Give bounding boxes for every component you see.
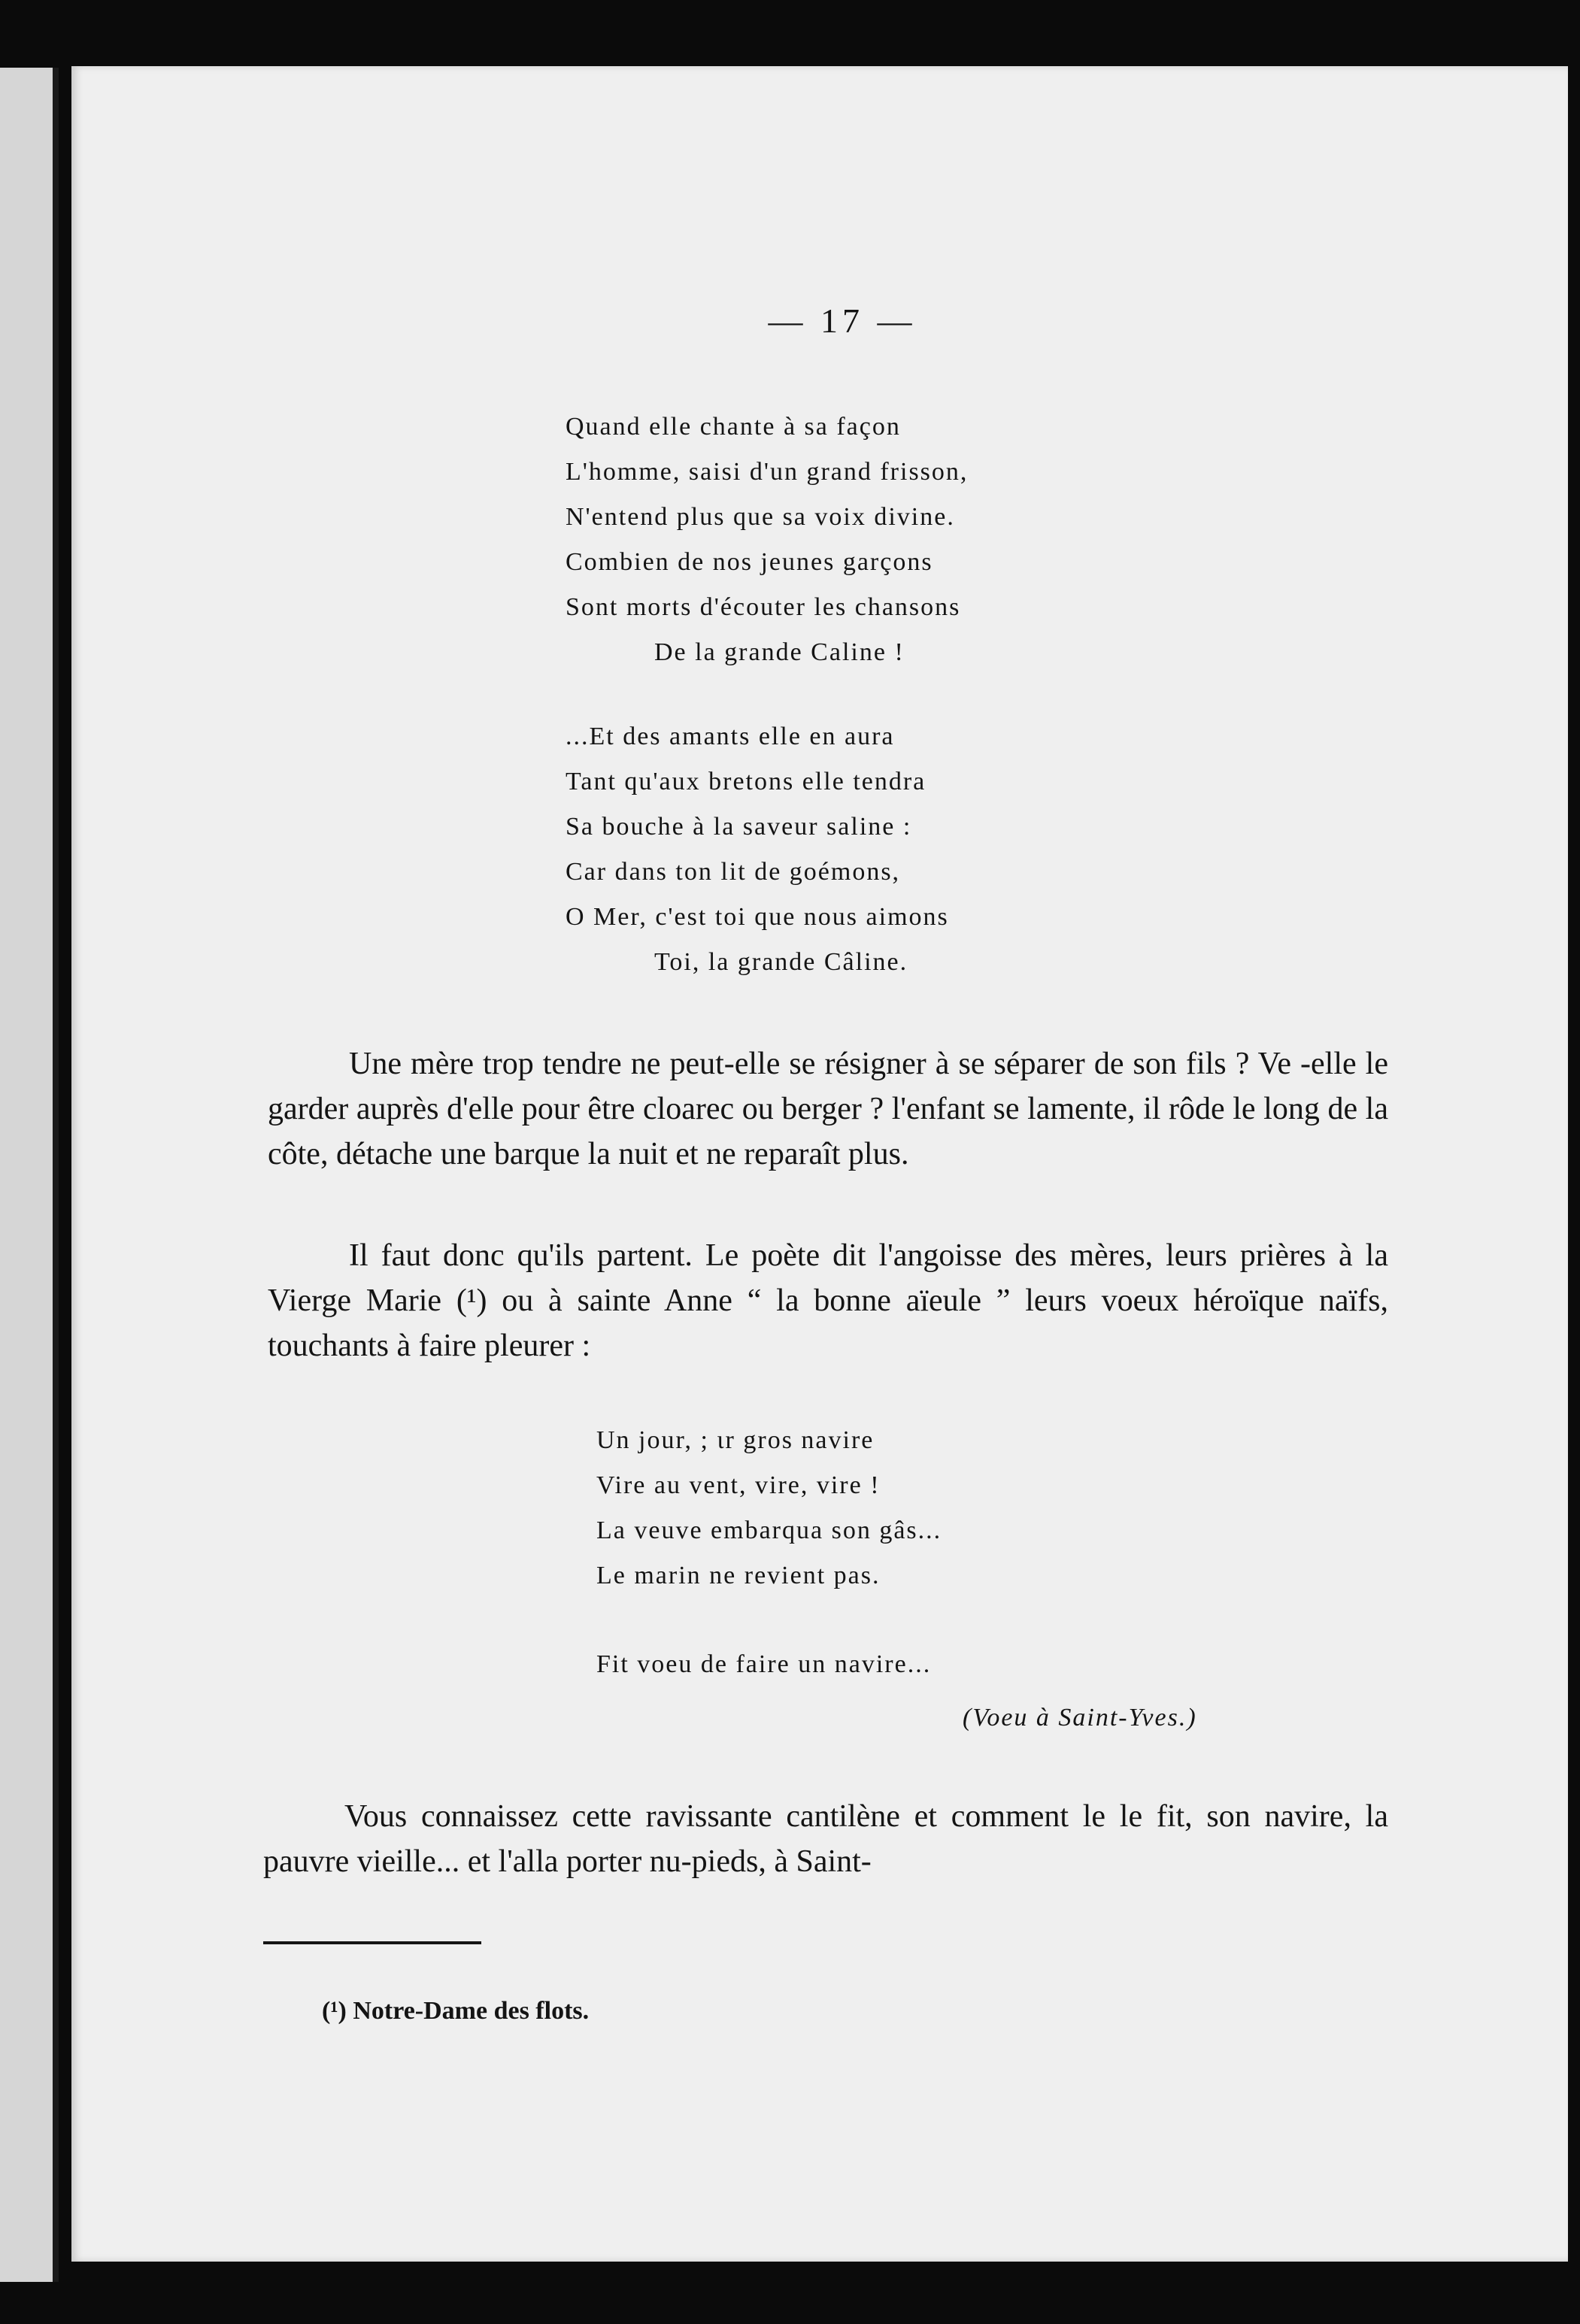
- verse-line: Tant qu'aux bretons elle tendra: [566, 768, 926, 795]
- verse-refrain: Toi, la grande Câline.: [654, 948, 908, 976]
- paragraph: Une mère trop tendre ne peut-elle se résigner à se séparer de son fils ? Ve -elle le garder auprès d'elle pour être cloarec ou berger ? l'enfant se lamente, il rôde le long de la côte, détache une barque la nuit et ne reparaît plus.: [268, 1047, 1388, 1171]
- verse-line: Vire au vent, vire, vire !: [596, 1471, 881, 1499]
- verse-line: Car dans ton lit de goémons,: [566, 858, 901, 886]
- facing-page-edge: [0, 68, 59, 2282]
- footnote-marker: (¹): [322, 1997, 347, 2025]
- verse-refrain: De la grande Caline !: [654, 638, 905, 666]
- poem-stanza-1: [566, 405, 968, 675]
- verse-line: O Mer, c'est toi que nous aimons: [566, 903, 949, 931]
- poem-source-citation: (Voeu à Saint-Yves.): [963, 1704, 1197, 1732]
- book-gutter: [53, 68, 59, 2282]
- footnote-separator: [263, 1941, 481, 1944]
- footnote: [322, 1997, 589, 2026]
- verse-line: ...Et des amants elle en aura: [566, 723, 895, 750]
- verse-line: Fit voeu de faire un navire...: [596, 1650, 932, 1678]
- paragraph: Il faut donc qu'ils partent. Le poète dit l'angoisse des mères, leurs prières à la Vierge Marie (¹) ou à sainte Anne “ la bonne aïeule ” leurs voeux héroïque naïfs, touchants à faire pleurer :: [268, 1238, 1388, 1363]
- footnote-text: Notre-Dame des flots.: [353, 1997, 590, 2025]
- verse-line: Combien de nos jeunes garçons: [566, 548, 933, 576]
- verse-line: Un jour, ; ɩr gros navire: [596, 1426, 875, 1454]
- page-number: — 17 —: [768, 301, 917, 340]
- poem-stanza-2: [566, 714, 949, 985]
- verse-line: L'homme, saisi d'un grand frisson,: [566, 458, 969, 486]
- verse-line: Sont morts d'écouter les chansons: [566, 593, 961, 621]
- verse-line: N'entend plus que sa voix divine.: [566, 503, 955, 531]
- verse-line: Sa bouche à la saveur saline :: [566, 813, 912, 841]
- verse-line: Quand elle chante à sa façon: [566, 413, 901, 441]
- verse-line: Le marin ne revient pas.: [596, 1562, 881, 1589]
- paragraph: Vous connaissez cette ravissante cantilène et comment le le fit, son navire, la pauvre vieille... et l'alla porter nu-pieds, à Saint-: [263, 1799, 1388, 1879]
- verse-line: La veuve embarqua son gâs...: [596, 1517, 942, 1544]
- poem-quotation: [596, 1418, 942, 1687]
